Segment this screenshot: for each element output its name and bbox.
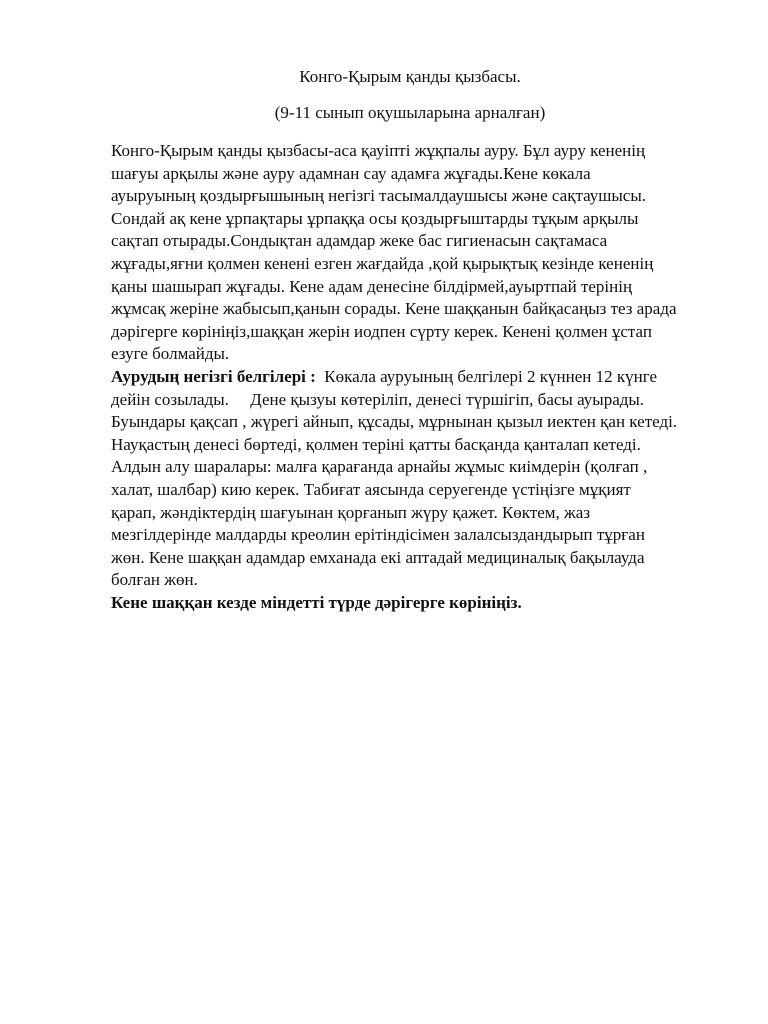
paragraph-line: дейін созылады. Дене қызуы көтеріліп, денесі түршігіп, басы ауырады.: [111, 389, 645, 409]
paragraph-line: Сондай ақ кене ұрпақтары ұрпаққа осы қоздырғыштарды тұқым арқылы: [111, 208, 639, 228]
paragraph-line: езуге болмайды.: [111, 344, 230, 364]
paragraph-line: ауыруының қоздырғышының негізгі тасымалдаушысы және сақтаушысы.: [111, 186, 647, 206]
symptoms-first-line-text: Көкала ауруының белгілері 2 күннен 12 күнге: [315, 366, 658, 386]
symptoms-heading: Аурудың негізгі белгілері :: [111, 366, 316, 386]
document-body: [111, 140, 731, 614]
paragraph-line: жұғады,яғни қолмен кенені езген жағдайда ,қой қырықтық кезінде кененің: [111, 253, 654, 273]
paragraph-line: шағуы арқылы және ауру адамнан сау адамға жұғады.Кене көкала: [111, 163, 591, 183]
paragraph-line: болған жөн.: [111, 570, 198, 590]
paragraph-line: Буындары қақсап , жүрегі айнып, құсады, мұрнынан қызыл иектен қан кетеді.: [111, 412, 678, 432]
paragraph-line: халат, шалбар) кию керек. Табиғат аясында серуегенде үстіңізге мұқият: [111, 479, 631, 499]
paragraph-line: Науқастың денесі бөртеді, қолмен теріні қатты басқанда қанталап кетеді.: [111, 434, 641, 454]
paragraph-line: қарап, жәндіктердің шағуынан қорғанып жүру қажет. Көктем, жаз: [111, 502, 591, 522]
paragraph-line: мезгілдерінде малдарды креолин ерітіндісімен залалсыздандырып тұрған: [111, 525, 645, 545]
symptoms-first-line: [111, 366, 731, 389]
document-title: Конго-Қырым қанды қызбасы.: [299, 67, 521, 86]
document-subtitle: (9-11 сынып оқушыларына арналған): [274, 103, 546, 122]
paragraph-line: Конго-Қырым қанды қызбасы-аса қауіпті жұқпалы ауру. Бұл ауру кененің: [111, 141, 646, 160]
paragraph-line: сақтап отырады.Сондықтан адамдар жеке бас гигиенасын сақтамаса: [111, 231, 608, 251]
paragraph-line: қаны шашырап жұғады. Кене адам денесіне білдірмей,ауыртпай терінің: [111, 276, 633, 296]
paragraph-line: жұмсақ жеріне жабысып,қанын сорады. Кене шаққанын байқасаңыз тез арада: [111, 299, 677, 319]
final-warning: Кене шаққан кезде міндетті түрде дәрігерге көрініңіз.: [111, 592, 522, 612]
paragraph-line: жөн. Кене шаққан адамдар емханада екі аптадай медициналық бақылауда: [111, 547, 645, 567]
paragraph-line: дәрігерге көрініңіз,шаққан жерін иодпен сүрту керек. Кенені қолмен ұстап: [111, 321, 652, 341]
paragraph-line: Алдын алу шаралары: малға қарағанда арнайы жұмыс киімдерін (қолғап ,: [111, 457, 648, 477]
